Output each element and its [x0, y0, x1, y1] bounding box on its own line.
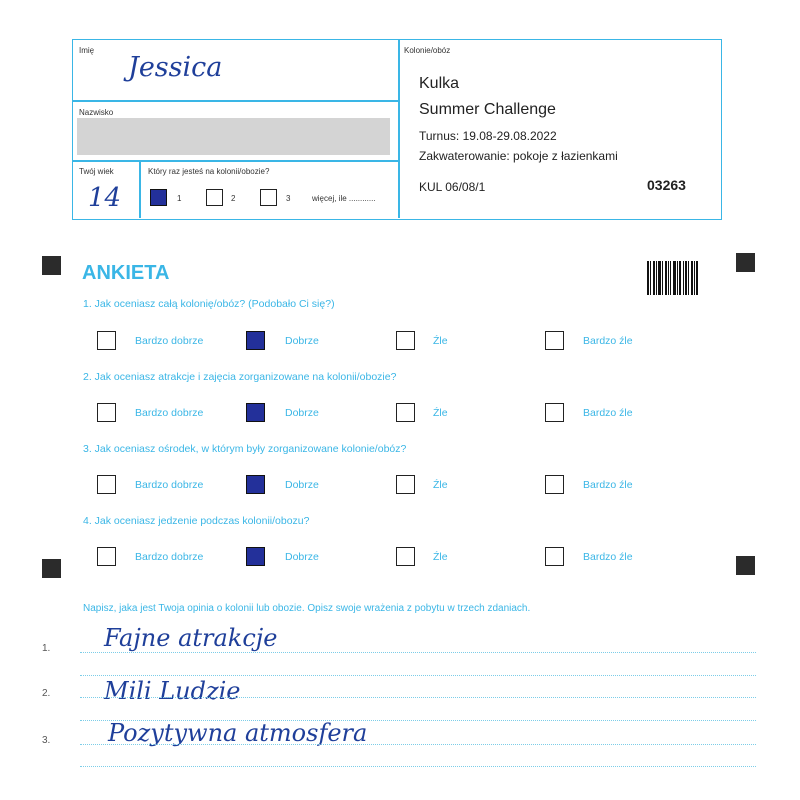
ktory-raz-option-label: 1	[177, 194, 182, 203]
ktory-raz-option-label: 3	[286, 194, 291, 203]
option-label: Bardzo źle	[583, 479, 633, 491]
option-label: Źle	[433, 407, 448, 419]
option-label: Źle	[433, 335, 448, 347]
dotted-line	[80, 652, 756, 653]
opinion-line-number: 3.	[42, 735, 51, 746]
option-label: Bardzo źle	[583, 551, 633, 563]
q4-bardzo-dobrze-checkbox[interactable]	[97, 547, 116, 566]
survey-title: ANKIETA	[82, 262, 170, 284]
registration-marker	[42, 256, 61, 275]
form-number: 03263	[647, 177, 686, 193]
wiek-label: Twój wiek	[79, 167, 114, 176]
option-label: Bardzo dobrze	[135, 479, 204, 491]
q2-bardzo-zle-checkbox[interactable]	[545, 403, 564, 422]
q4-dobrze-checkbox[interactable]	[246, 547, 265, 566]
kolonia-code: KUL 06/08/1	[419, 180, 486, 194]
ktory-raz-label: Który raz jesteś na kolonii/obozie?	[148, 167, 270, 176]
nazwisko-redacted-field[interactable]	[77, 118, 390, 155]
registration-marker	[736, 556, 755, 575]
registration-marker	[736, 253, 755, 272]
header-divider	[73, 160, 398, 162]
dotted-line	[80, 766, 756, 767]
q4-zle-checkbox[interactable]	[396, 547, 415, 566]
q2-dobrze-checkbox[interactable]	[246, 403, 265, 422]
option-label: Bardzo źle	[583, 407, 633, 419]
header-divider	[398, 40, 400, 218]
q2-zle-checkbox[interactable]	[396, 403, 415, 422]
kolonia-program: Summer Challenge	[419, 101, 556, 118]
wiek-field[interactable]: 14	[88, 183, 122, 213]
zakwaterowanie-text: Zakwaterowanie: pokoje z łazienkami	[419, 149, 618, 163]
dotted-line	[80, 744, 756, 745]
question-4-text: 4. Jak oceniasz jedzenie podczas kolonii/obozu?	[83, 515, 310, 527]
opinion-line-2[interactable]: Mili Ludzie	[104, 677, 241, 705]
q1-dobrze-checkbox[interactable]	[246, 331, 265, 350]
opinion-line-number: 1.	[42, 643, 51, 654]
registration-marker	[42, 559, 61, 578]
ktory-raz-option-label: 2	[231, 194, 236, 203]
imie-label: Imię	[79, 46, 95, 55]
option-label: Dobrze	[285, 551, 319, 563]
option-label: Bardzo źle	[583, 335, 633, 347]
question-3-text: 3. Jak oceniasz ośrodek, w którym były zorganizowane kolonie/obóz?	[83, 443, 407, 455]
opinion-line-number: 2.	[42, 688, 51, 699]
q3-zle-checkbox[interactable]	[396, 475, 415, 494]
barcode	[647, 261, 702, 295]
ktory-raz-checkbox-2[interactable]	[206, 189, 223, 206]
kolonia-name: Kulka	[419, 75, 460, 92]
header-divider	[139, 160, 141, 218]
option-label: Bardzo dobrze	[135, 335, 204, 347]
q3-bardzo-zle-checkbox[interactable]	[545, 475, 564, 494]
option-label: Bardzo dobrze	[135, 551, 204, 563]
option-label: Bardzo dobrze	[135, 407, 204, 419]
opinion-prompt: Napisz, jaka jest Twoja opinia o kolonii lub obozie. Opisz swoje wrażenia z pobytu w trzech zdaniach.	[83, 603, 531, 614]
nazwisko-label: Nazwisko	[79, 108, 114, 117]
q1-bardzo-zle-checkbox[interactable]	[545, 331, 564, 350]
opinion-line-1[interactable]: Fajne atrakcje	[104, 624, 278, 652]
q1-bardzo-dobrze-checkbox[interactable]	[97, 331, 116, 350]
ktory-raz-checkbox-3[interactable]	[260, 189, 277, 206]
option-label: Dobrze	[285, 407, 319, 419]
question-2-text: 2. Jak oceniasz atrakcje i zajęcia zorganizowane na kolonii/obozie?	[83, 371, 397, 383]
option-label: Źle	[433, 551, 448, 563]
dotted-line	[80, 697, 756, 698]
imie-field[interactable]: Jessica	[128, 52, 223, 83]
header-divider	[73, 100, 398, 102]
q1-zle-checkbox[interactable]	[396, 331, 415, 350]
dotted-line	[80, 675, 756, 676]
q2-bardzo-dobrze-checkbox[interactable]	[97, 403, 116, 422]
option-label: Dobrze	[285, 479, 319, 491]
q4-bardzo-zle-checkbox[interactable]	[545, 547, 564, 566]
turnus-text: Turnus: 19.08-29.08.2022	[419, 129, 557, 143]
wiecej-label: więcej, ile ............	[312, 194, 376, 203]
opinion-line-3[interactable]: Pozytywna atmosfera	[108, 719, 368, 747]
kolonia-label: Kolonie/obóz	[404, 46, 451, 55]
option-label: Źle	[433, 479, 448, 491]
question-1-text: 1. Jak oceniasz całą kolonię/obóz? (Podobało Ci się?)	[83, 298, 335, 310]
option-label: Dobrze	[285, 335, 319, 347]
ktory-raz-checkbox-1[interactable]	[150, 189, 167, 206]
q3-bardzo-dobrze-checkbox[interactable]	[97, 475, 116, 494]
q3-dobrze-checkbox[interactable]	[246, 475, 265, 494]
